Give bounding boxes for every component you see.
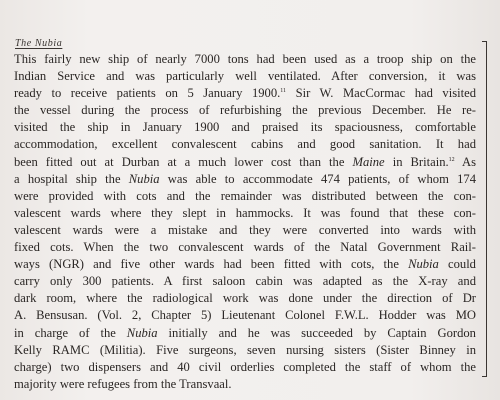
text-run: fixed cots. When the two convalescent wards of the Natal Government Rail- <box>14 240 476 255</box>
text-line <box>14 239 476 256</box>
text-line <box>14 51 476 68</box>
text-line <box>14 68 476 85</box>
text-run: This fairly new ship of nearly 7000 tons had been used as a troop ship on the <box>14 52 476 66</box>
text-run: ways (NGR) and five other wards had been fitted with cots, the <box>14 257 409 272</box>
text-run: was able to accommodate 474 patients, of whom 174 <box>159 171 476 186</box>
text-line <box>14 376 476 393</box>
text-line <box>14 136 476 153</box>
text-line <box>14 205 476 222</box>
text-run: valescent wards where they slept in hammocks. It was found that these con- <box>14 205 476 220</box>
footnote-marker: 12 <box>448 156 455 163</box>
footnote-marker: 11 <box>280 88 287 95</box>
text-line <box>14 359 476 376</box>
text-run: A. Bensusan. (Vol. 2, Chapter 5) Lieutenant Colonel F.W.L. Hodder was MO <box>14 308 476 323</box>
margin-bracket <box>482 41 487 377</box>
body-paragraph <box>14 51 476 393</box>
text-line <box>14 171 476 188</box>
text-run: in Britain. <box>384 154 449 169</box>
text-run: valescent wards were a mistake and they were converted into wards with <box>14 222 476 237</box>
text-line <box>14 119 476 136</box>
text-run: could <box>438 257 476 272</box>
text-run: initially and he was succeeded by Captain Gordon <box>157 325 476 340</box>
text-run: As <box>454 154 476 169</box>
text-line <box>14 307 476 324</box>
ship-name-italic: Nubia <box>128 171 160 186</box>
text-line <box>14 342 476 359</box>
text-run: been fitted out at Durban at a much lower cost than the <box>14 154 353 169</box>
ship-name-italic: Nubia <box>126 325 158 340</box>
text-run: the vessel during the process of refurbishing the previous December. He re- <box>14 103 476 118</box>
text-run: majority were refugees from the Transvaal. <box>14 376 232 391</box>
text-line <box>14 222 476 239</box>
text-line <box>14 188 476 205</box>
text-run: in charge of the <box>14 325 127 340</box>
text-run: accommodation, excellent convalescent cabins and good sanitation. It had <box>14 137 476 152</box>
text-run: were provided with cots and the remainder was distributed between the con- <box>14 188 476 203</box>
text-run: charge) two dispensers and 40 civil orderlies completed the staff of whom the <box>14 359 476 374</box>
text-run: Indian Service and was particularly well ventilated. After conversion, it was <box>14 69 476 84</box>
text-line <box>14 154 476 171</box>
text-line <box>14 85 476 102</box>
section-heading: The Nubia <box>15 38 63 49</box>
text-line <box>14 256 476 273</box>
text-run: visited the ship in January 1900 and praised its spaciousness, comfortable <box>14 120 476 135</box>
text-run: dark room, where the radiological work was done under the direction of Dr <box>14 291 476 306</box>
text-line <box>14 273 476 290</box>
text-run: Sir W. MacCormac had visited <box>286 86 476 101</box>
text-line <box>14 325 476 342</box>
ship-name-italic: Maine <box>352 154 385 169</box>
text-line <box>14 290 476 307</box>
text-line <box>14 102 476 119</box>
text-run: carry only 300 patients. A first saloon cabin was adapted as the X-ray and <box>14 274 476 289</box>
ship-name-italic: Nubia <box>408 257 439 272</box>
text-run: a hospital ship the <box>14 171 129 186</box>
text-run: ready to receive patients on 5 January 1900. <box>14 86 281 101</box>
text-run: Kelly RAMC (Militia). Five surgeons, seven nursing sisters (Sister Binney in <box>14 342 476 357</box>
